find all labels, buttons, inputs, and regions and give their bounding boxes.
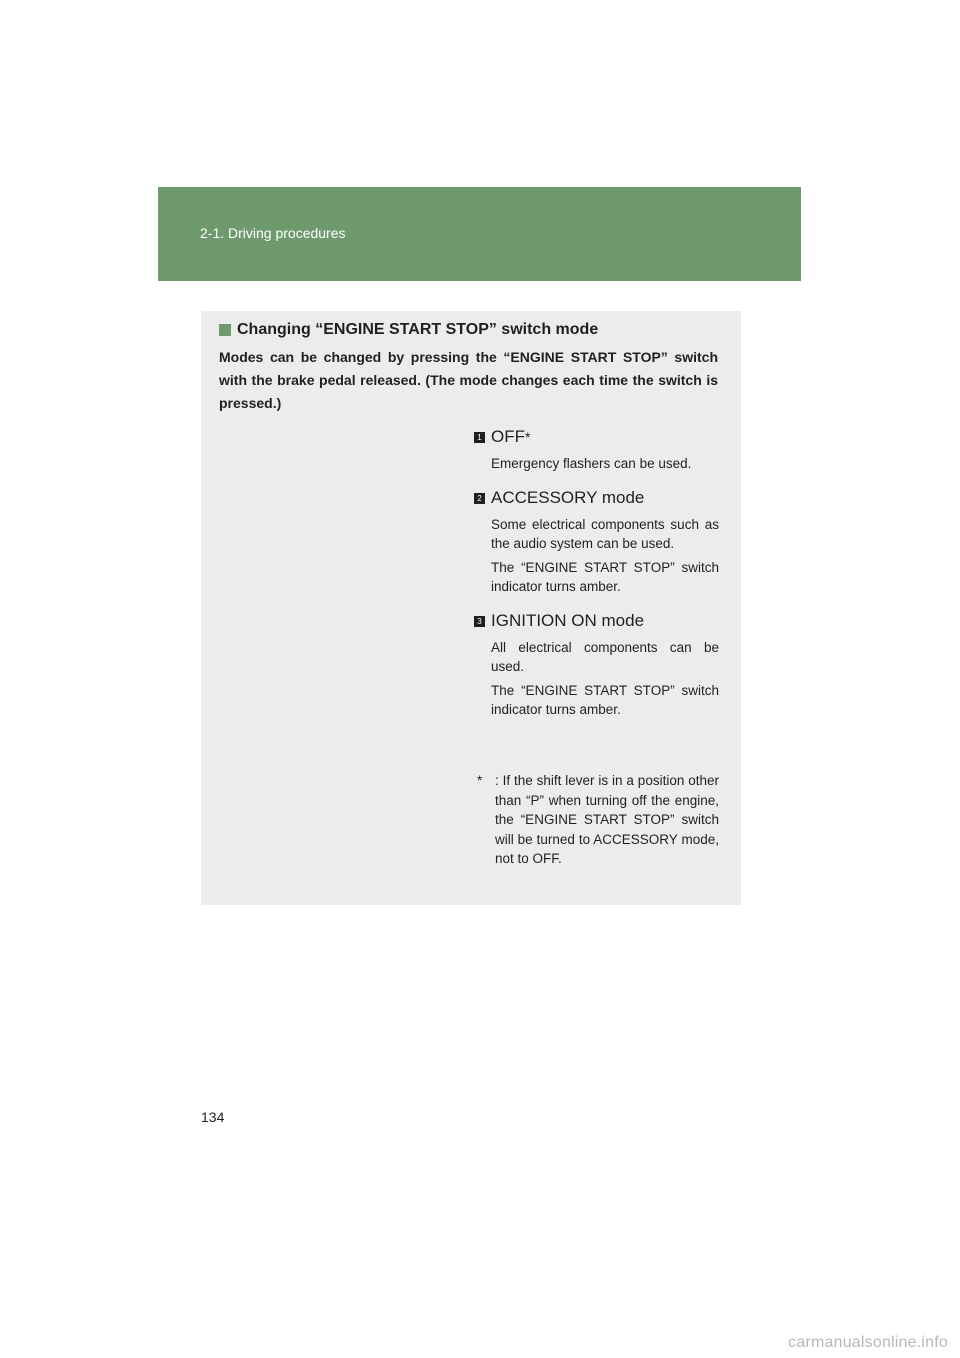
footnote-asterisk: * <box>477 773 483 788</box>
page-number: 134 <box>201 1109 225 1125</box>
mode-title <box>474 610 719 632</box>
mode-title-text: OFF <box>491 427 525 446</box>
mode-item-accessory <box>477 487 719 596</box>
square-bullet-icon <box>219 324 231 336</box>
mode-description: Some electrical components such as the audio system can be used. <box>491 517 719 551</box>
info-box <box>201 311 741 905</box>
number-3-icon: 3 <box>474 616 485 627</box>
mode-title <box>474 426 719 448</box>
mode-list <box>477 426 719 725</box>
footnote-mark: * <box>525 429 531 445</box>
footnote-text: : If the shift lever is in a position other than “P” when turning off the engine, the “ENGINE START STOP” switch will be turned to ACCESSORY mode, not to OFF. <box>495 773 719 866</box>
box-heading <box>219 321 729 339</box>
watermark: carmanualsonline.info <box>788 1334 948 1351</box>
mode-description: Emergency flashers can be used. <box>491 456 692 471</box>
mode-title-text: IGNITION ON mode <box>491 611 645 630</box>
number-2-icon: 2 <box>474 493 485 504</box>
mode-description: The “ENGINE START STOP” switch indicator turns amber. <box>491 683 719 717</box>
footnote <box>477 771 719 869</box>
mode-title <box>474 487 719 509</box>
mode-description: All electrical components can be used. <box>491 640 719 674</box>
box-heading-text: Changing “ENGINE START STOP” switch mode <box>237 321 599 338</box>
section-title: 2-1. Driving procedures <box>200 225 346 241</box>
mode-title-text: ACCESSORY mode <box>491 488 645 507</box>
mode-description: The “ENGINE START STOP” switch indicator turns amber. <box>491 560 719 594</box>
mode-item-ignition-on <box>477 610 719 719</box>
intro-paragraph: Modes can be changed by pressing the “ENGINE START STOP” switch with the brake pedal released. (The mode changes each time the switch is pressed.) <box>219 349 718 411</box>
number-1-icon: 1 <box>474 432 485 443</box>
section-header-band <box>158 187 801 281</box>
mode-item-off <box>477 426 719 473</box>
